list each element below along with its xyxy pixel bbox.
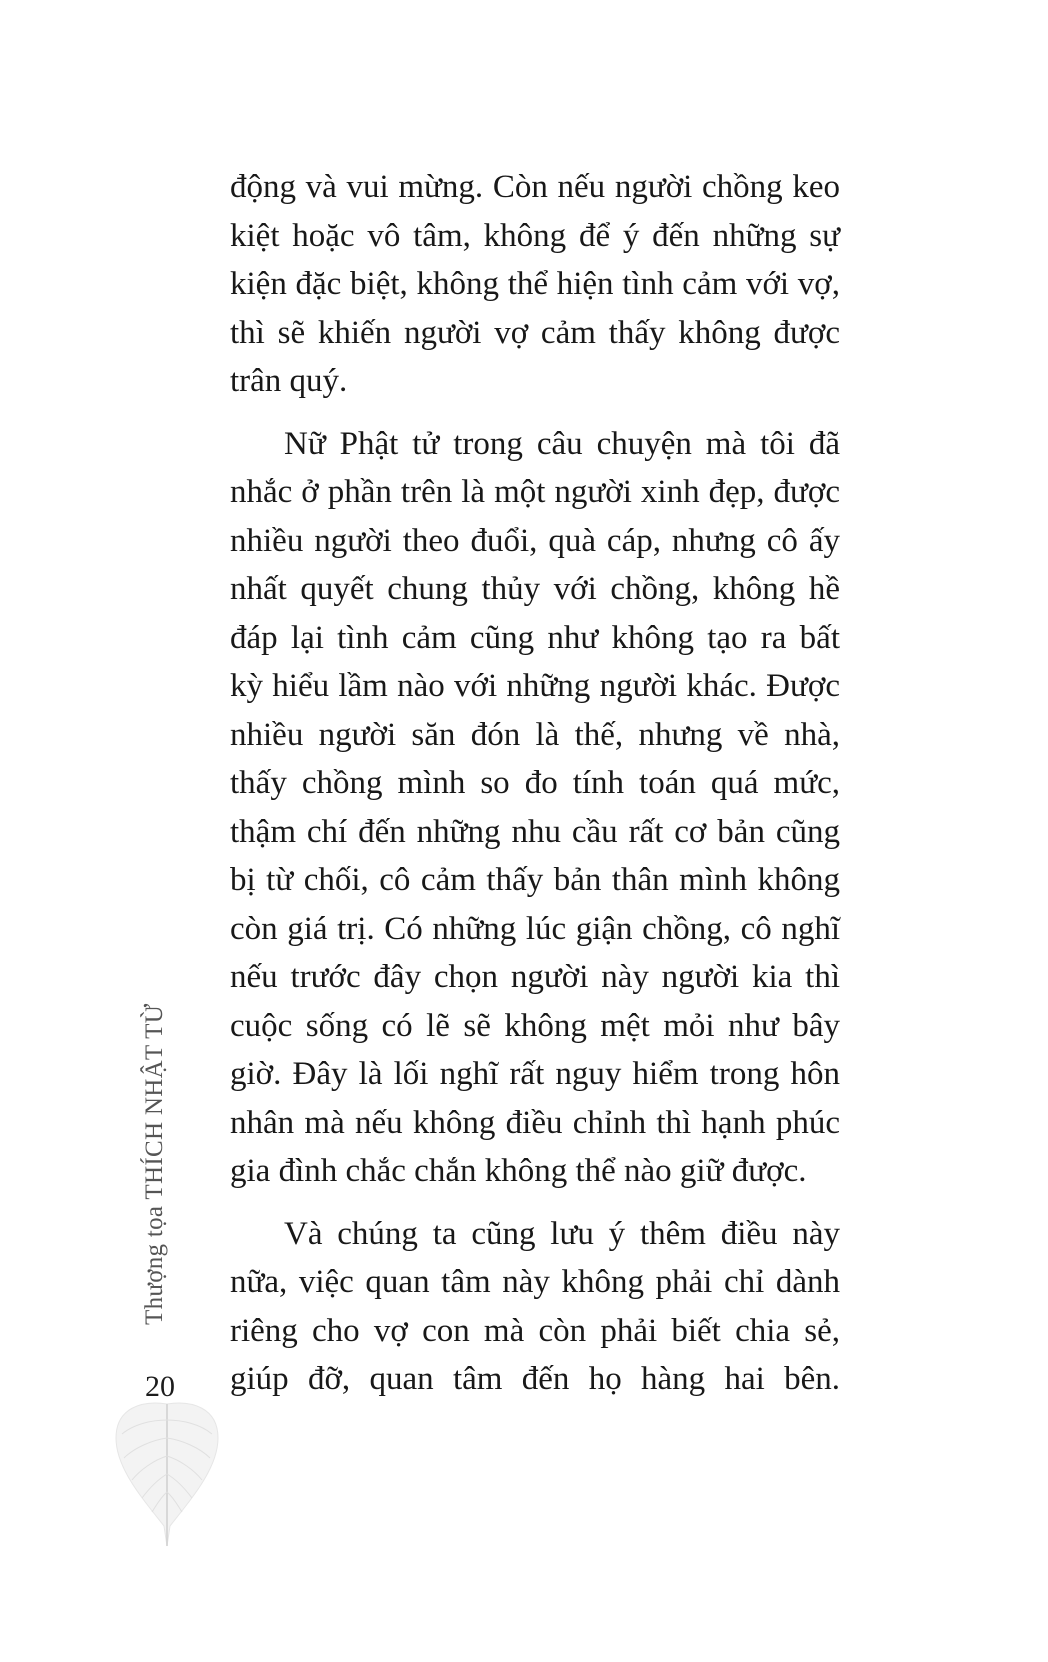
running-header-author: Thượng tọa THÍCH NHẬT TỪ (141, 1003, 168, 1325)
text-line: kỳ hiểu lầm nào với những người khác. Được (230, 668, 840, 704)
text-line: gia đình chắc chắn không thể nào giữ được. (230, 1153, 807, 1189)
text-line: trân quý. (230, 363, 348, 399)
text-line: nhân mà nếu không điều chỉnh thì hạnh phúc (230, 1104, 840, 1141)
text-line: kiệt hoặc vô tâm, không để ý đến những sự (230, 217, 840, 254)
text-line: cuộc sống có lẽ sẽ không mệt mỏi như bây (230, 1007, 840, 1044)
text-line: Nữ Phật tử trong câu chuyện mà tôi đã (284, 425, 840, 462)
text-line: nhiều người theo đuổi, quà cáp, nhưng cô ấy (230, 522, 840, 559)
text-line: còn giá trị. Có những lúc giận chồng, cô nghĩ (230, 910, 840, 947)
paragraph-gap (230, 406, 840, 420)
text-line: thì sẽ khiến người vợ cảm thấy không được (230, 314, 840, 351)
text-line: giúp đỡ, quan tâm đến họ hàng hai bên. (230, 1361, 840, 1397)
paragraph-3 (230, 1210, 840, 1404)
text-line: riêng cho vợ con mà còn phải biết chia sẻ, (230, 1312, 840, 1349)
text-line: nữa, việc quan tâm này không phải chỉ dành (230, 1264, 840, 1300)
text-line: giờ. Đây là lối nghĩ rất nguy hiểm trong hôn (230, 1056, 840, 1092)
bodhi-leaf-icon (112, 1398, 222, 1548)
text-line: nếu trước đây chọn người này người kia thì (230, 959, 840, 995)
text-line: thấy chồng mình so đo tính toán quá mức, (230, 765, 840, 801)
paragraph-2 (230, 420, 840, 1196)
paragraph-gap (230, 1196, 840, 1210)
text-line: nhắc ở phần trên là một người xinh đẹp, được (230, 474, 840, 510)
text-line: nhất quyết chung thủy với chồng, không hề (230, 571, 840, 607)
text-line: đáp lại tình cảm cũng như không tạo ra bất (230, 619, 840, 656)
text-line: bị từ chối, cô cảm thấy bản thân mình không (230, 862, 840, 898)
text-line: Và chúng ta cũng lưu ý thêm điều này (284, 1215, 840, 1252)
body-text (230, 163, 840, 1404)
text-line: động và vui mừng. Còn nếu người chồng keo (230, 169, 840, 205)
text-line: kiện đặc biệt, không thể hiện tình cảm với vợ, (230, 266, 840, 302)
paragraph-1 (230, 163, 840, 406)
page-number: 20 (145, 1370, 175, 1403)
text-line: thậm chí đến những nhu cầu rất cơ bản cũng (230, 813, 840, 850)
text-line: nhiều người săn đón là thế, nhưng về nhà, (230, 716, 840, 753)
